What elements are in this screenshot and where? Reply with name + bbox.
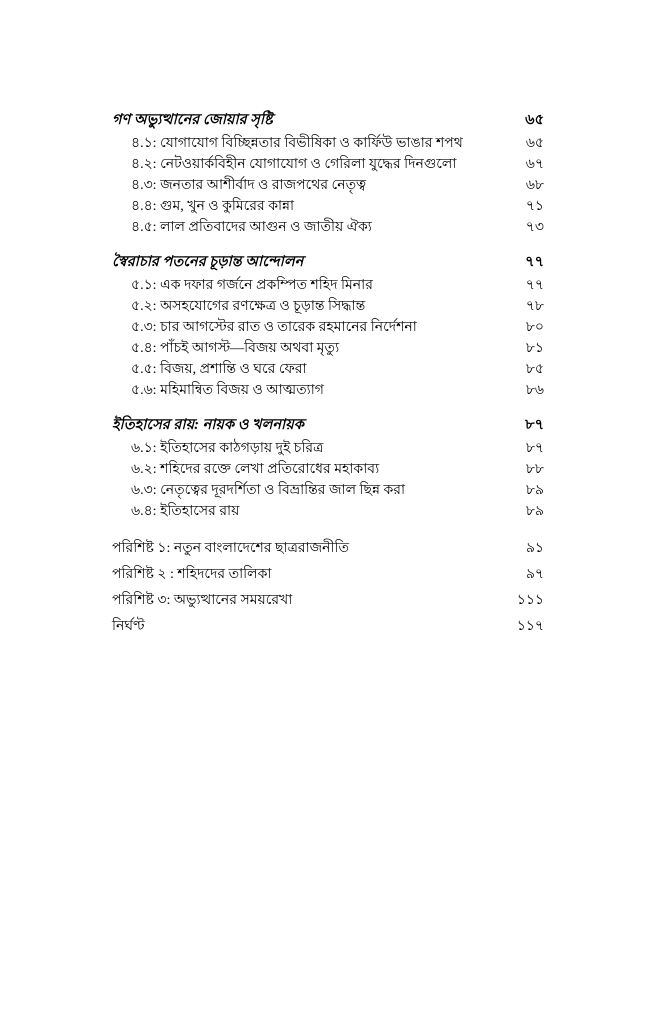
toc-entry-label: ৪.১: যোগাযোগ বিচ্ছিন্নতার বিভীষিকা ও কার্ফিউ ভাঙার শপথ (131, 136, 463, 151)
toc-appendix-page: ৯৭ (525, 567, 544, 582)
toc-entry-page: ৭৩ (525, 220, 544, 235)
toc-entry-label: ৬.৩: নেতৃত্বের দূরদর্শিতা ও বিভ্রান্তির জাল ছিন্ন করা (131, 483, 406, 498)
toc-entry[interactable] (112, 175, 544, 196)
toc-entry-label: ৪.২: নেটওয়ার্কবিহীন যোগাযোগ ও গেরিলা যুদ্ধের দিনগুলো (131, 157, 457, 172)
toc-entry-label: ৬.২: শহিদের রক্তে লেখা প্রতিরোধের মহাকাব্য (131, 462, 380, 477)
toc-entry-label: ৪.৪: গুম, খুন ও কুমিরের কান্না (131, 199, 295, 214)
toc-section-heading[interactable] (112, 415, 544, 436)
toc-entry-label: ৪.৫: লাল প্রতিবাদের আগুন ও জাতীয় ঐক্য (131, 220, 372, 235)
toc-entry[interactable] (112, 480, 544, 501)
toc-entry-label: ৬.৪: ইতিহাসের রায় (131, 504, 240, 519)
toc-appendix-page: ১১৭ (516, 619, 544, 634)
toc-entry-label: ৬.১: ইতিহাসের কাঠগড়ায় দুই চরিত্র (131, 441, 324, 456)
toc-entry-page: ৮০ (525, 320, 544, 335)
toc-entry-page: ৭৭ (525, 278, 544, 293)
toc-section-heading-page: ৮৭ (525, 417, 544, 433)
toc-appendix-entry[interactable] (112, 562, 544, 588)
toc-entry-page: ৭৮ (525, 299, 544, 314)
toc-appendix-label: নির্ঘণ্ট (112, 619, 145, 634)
toc-entry-page: ৮৯ (525, 483, 544, 498)
toc-section-heading-page: ৭৭ (525, 254, 544, 270)
toc-appendix-label: পরিশিষ্ট ২ : শহিদদের তালিকা (112, 567, 272, 582)
toc-section-heading-label: গণ অভ্যুত্থানের জোয়ার সৃষ্টি (112, 112, 273, 128)
toc-entry[interactable] (112, 501, 544, 522)
toc-appendix-label: পরিশিষ্ট ৩: অভ্যুত্থানের সময়রেখা (112, 593, 293, 608)
toc-appendix-page: ৯১ (525, 541, 544, 556)
toc-entry-page: ৮৫ (525, 362, 544, 377)
toc-entry[interactable] (112, 317, 544, 338)
toc-entry-page: ৮৮ (525, 462, 544, 477)
toc-entry-label: ৫.১: এক দফার গর্জনে প্রকম্পিত শহিদ মিনার (131, 278, 373, 293)
toc-section-heading-page: ৬৫ (525, 112, 544, 128)
toc-section-heading-label: ইতিহাসের রায়: নায়ক ও খলনায়ক (112, 417, 304, 433)
toc-entry[interactable] (112, 133, 544, 154)
toc-entry-label: ৫.৬: মহিমান্বিত বিজয় ও আত্মত্যাগ (131, 383, 324, 398)
toc-entry-page: ৮৯ (525, 504, 544, 519)
toc-section-heading-label: স্বৈরাচার পতনের চূড়ান্ত আন্দোলন (112, 254, 304, 270)
toc-appendix-entry[interactable] (112, 614, 544, 640)
toc-entry-page: ৭১ (525, 199, 544, 214)
toc-section-group (112, 252, 544, 401)
toc-entry[interactable] (112, 217, 544, 238)
toc-entry[interactable] (112, 154, 544, 175)
toc-section-group (112, 110, 544, 238)
toc-appendix-entry[interactable] (112, 588, 544, 614)
toc-entry[interactable] (112, 275, 544, 296)
toc-entry-page: ৮৭ (525, 441, 544, 456)
toc-entry-page: ৮৬ (525, 383, 544, 398)
toc-entry-label: ৪.৩: জনতার আশীর্বাদ ও রাজপথের নেতৃত্ব (131, 178, 367, 193)
toc-appendix-group (112, 536, 544, 640)
toc-entry-label: ৫.৫: বিজয়, প্রশান্তি ও ঘরে ফেরা (131, 362, 307, 377)
toc-entry-page: ৬৭ (525, 157, 544, 172)
toc-entry[interactable] (112, 438, 544, 459)
toc-entry[interactable] (112, 196, 544, 217)
toc-entry-page: ৮১ (525, 341, 544, 356)
toc-section-group (112, 415, 544, 522)
toc-entry-label: ৫.৩: চার আগস্টের রাত ও তারেক রহমানের নির্দেশনা (131, 320, 417, 335)
toc-section-heading[interactable] (112, 110, 544, 131)
toc-entry[interactable] (112, 296, 544, 317)
toc-appendix-label: পরিশিষ্ট ১: নতুন বাংলাদেশের ছাত্ররাজনীতি (112, 541, 350, 556)
toc-entry[interactable] (112, 338, 544, 359)
toc-entry[interactable] (112, 380, 544, 401)
toc-entry-page: ৬৮ (525, 178, 544, 193)
toc-entry-label: ৫.২: অসহযোগের রণক্ষেত্র ও চূড়ান্ত সিদ্ধান্ত (131, 299, 366, 314)
table-of-contents (112, 110, 544, 640)
toc-entry-label: ৫.৪: পাঁচই আগস্ট—বিজয় অথবা মৃত্যু (131, 341, 340, 356)
toc-section-heading[interactable] (112, 252, 544, 273)
toc-appendix-entry[interactable] (112, 536, 544, 562)
toc-entry[interactable] (112, 359, 544, 380)
toc-entry-page: ৬৫ (525, 136, 544, 151)
toc-appendix-page: ১১১ (516, 593, 544, 608)
toc-entry[interactable] (112, 459, 544, 480)
